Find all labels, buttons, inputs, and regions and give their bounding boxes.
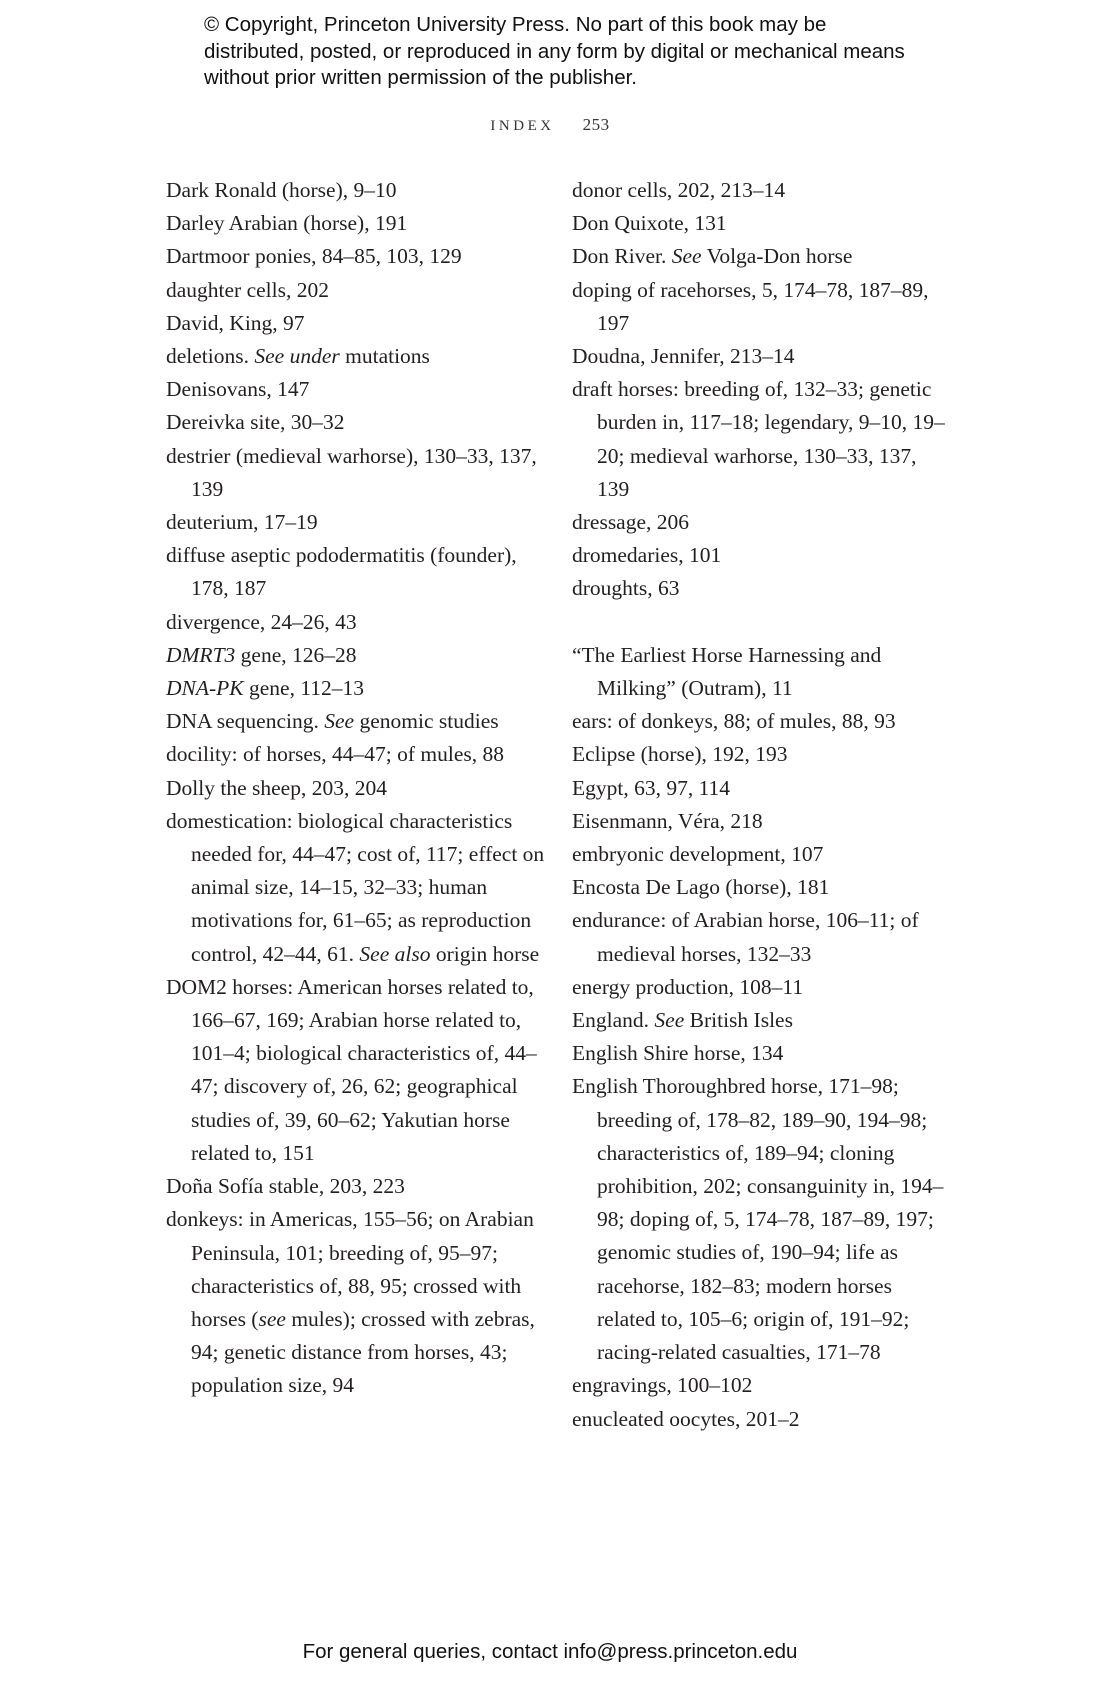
index-entry-text: Doudna, Jennifer, 213–14: [572, 344, 795, 369]
index-entry: [166, 1203, 546, 1402]
index-entry-italic-text: see: [258, 1306, 286, 1331]
index-entry: [166, 240, 546, 273]
index-entry-text: English Thoroughbred horse, 171–98; breeding of, 178–82, 189–90, 194–98; characteristics of, 189–94; cloning prohibition, 202; consanguinity in, 194–98; doping of, 5, 174–78, 187–89, 197; genomic studies of, 190–94; life as racehorse, 182–83; modern horses related to, 105–6; origin of, 191–92; racing-related casualties, 171–78: [572, 1074, 944, 1365]
index-entry: [572, 1037, 952, 1070]
index-column-left: [166, 174, 546, 1403]
index-entry: [166, 506, 546, 539]
index-entry-text: diffuse aseptic pododermatitis (founder), 178, 187: [166, 543, 517, 601]
index-entry-text: England.: [572, 1008, 655, 1033]
index-entry-italic-text: See under: [254, 344, 340, 369]
index-entry: [572, 1004, 952, 1037]
index-entry-italic-text: See: [324, 709, 355, 734]
index-entry-text: divergence, 24–26, 43: [166, 609, 357, 634]
index-entry: [572, 274, 952, 340]
index-entry: [166, 805, 546, 971]
index-entry-text: David, King, 97: [166, 310, 305, 335]
index-entry: [166, 274, 546, 307]
index-entry-text: Egypt, 63, 97, 114: [572, 775, 731, 800]
index-entry-text: Dartmoor ponies, 84–85, 103, 129: [166, 244, 462, 269]
index-entry-text: deletions.: [166, 344, 255, 369]
index-entry-text: Dereivka site, 30–32: [166, 410, 345, 435]
index-entry: [166, 971, 546, 1170]
index-entry: [572, 340, 952, 373]
index-entry: [572, 207, 952, 240]
index-entry: [572, 705, 952, 738]
index-entry: [166, 174, 546, 207]
index-entry: [166, 440, 546, 506]
running-head-title: INDEX: [490, 118, 555, 134]
index-entry: [166, 340, 546, 373]
index-entry: [572, 506, 952, 539]
index-entry-text: donor cells, 202, 213–14: [572, 178, 786, 202]
index-entry: [572, 639, 952, 705]
index-entry-text: “The Earliest Horse Harnessing and Milking” (Outram), 11: [572, 642, 882, 701]
running-head: [0, 115, 1100, 135]
index-entry-text: British Isles: [684, 1008, 793, 1033]
index-entry: [166, 539, 546, 605]
index-entry: [572, 373, 952, 506]
index-entry-text: embryonic development, 107: [572, 842, 824, 867]
index-entry-italic-text: See also: [359, 941, 431, 966]
index-entry-text: Darley Arabian (horse), 191: [166, 211, 408, 236]
index-entry-italic-text: See: [654, 1008, 685, 1033]
index-entry: [166, 738, 546, 771]
index-entry: [166, 307, 546, 340]
index-entry-text: enucleated oocytes, 201–2: [572, 1406, 800, 1431]
index-entry: [166, 772, 546, 805]
index-entry: [166, 207, 546, 240]
index-entry-text: destrier (medieval warhorse), 130–33, 137, 139: [166, 443, 537, 501]
index-entry: [572, 805, 952, 838]
index-entry-text: origin horse: [430, 941, 540, 966]
index-entry: [166, 639, 546, 672]
index-entry-text: droughts, 63: [572, 576, 680, 601]
index-entry-text: DNA sequencing.: [166, 709, 325, 734]
index-entry-text: doping of racehorses, 5, 174–78, 187–89, 197: [572, 277, 929, 335]
index-entry-text: Eisenmann, Véra, 218: [572, 808, 763, 833]
index-entry-text: mutations: [339, 344, 430, 369]
index-entry-italic-text: See: [671, 244, 702, 269]
index-entry-text: mules); crossed with zebras, 94; genetic distance from horses, 43; population size, 94: [191, 1306, 535, 1398]
index-entry-text: endurance: of Arabian horse, 106–11; of medieval horses, 132–33: [572, 908, 919, 966]
index-entry: [166, 672, 546, 705]
index-entry: [572, 1070, 952, 1369]
index-entry-text: ears: of donkeys, 88; of mules, 88, 93: [572, 709, 896, 734]
index-entry-text: dressage, 206: [572, 510, 690, 535]
index-column-right: [572, 174, 952, 1436]
page-number: 253: [582, 115, 610, 134]
index-entry-text: English Shire horse, 134: [572, 1041, 784, 1066]
index-entry-text: draft horses: breeding of, 132–33; genetic burden in, 117–18; legendary, 9–10, 19–20; medieval warhorse, 130–33, 137, 139: [572, 377, 945, 501]
index-entry: [166, 373, 546, 406]
index-entry-text: gene, 126–28: [235, 642, 357, 667]
index-entry-text: Dark Ronald (horse), 9–10: [166, 178, 397, 202]
footer-contact: For general queries, contact info@press.princeton.edu: [302, 1640, 798, 1663]
index-entry-text: Doña Sofía stable, 203, 223: [166, 1174, 405, 1199]
index-entry: [572, 838, 952, 871]
index-entry-text: engravings, 100–102: [572, 1373, 753, 1398]
index-entry: [572, 772, 952, 805]
index-entry: [572, 240, 952, 273]
index-entry-text: Encosta De Lago (horse), 181: [572, 875, 830, 900]
index-entry-text: genomic studies: [354, 709, 499, 734]
index-entry-text: Eclipse (horse), 192, 193: [572, 742, 788, 767]
index-entry-text: docility: of horses, 44–47; of mules, 88: [166, 742, 504, 767]
index-entry-text: Denisovans, 147: [166, 377, 310, 402]
index-entry: [572, 572, 952, 605]
index-entry-text: energy production, 108–11: [572, 974, 804, 999]
index-entry: [572, 904, 952, 970]
section-gap: [572, 606, 952, 639]
index-entry-text: DOM2 horses: American horses related to, 166–67, 169; Arabian horse related to, 101–4; biological characteristics of, 44–47; discovery of, 26, 62; geographical studies of, 39, 60–62; Yakutian horse related to, 151: [166, 974, 537, 1165]
index-entry-text: Dolly the sheep, 203, 204: [166, 775, 387, 800]
index-entry: [166, 1170, 546, 1203]
index-entry-italic-text: DNA-PK: [166, 676, 244, 701]
index-entry: [166, 606, 546, 639]
index-entry-text: gene, 112–13: [243, 676, 365, 701]
index-entry: [572, 871, 952, 904]
index-entry: [572, 539, 952, 572]
index-entry: [572, 971, 952, 1004]
index-entry-text: Don Quixote, 131: [572, 211, 727, 236]
index-entry: [166, 705, 546, 738]
index-entry-text: Don River.: [572, 244, 672, 269]
copyright-notice: © Copyright, Princeton University Press. No part of this book may be distributed, posted, or reproduced in any form by digital or mechanical means without prior written permission of the publisher.: [204, 13, 905, 89]
index-entry: [572, 738, 952, 771]
index-entry-text: Volga-Don horse: [701, 244, 853, 269]
index-entry: [166, 406, 546, 439]
index-entry: [572, 1369, 952, 1402]
index-entry-text: dromedaries, 101: [572, 543, 722, 568]
index-entry-text: deuterium, 17–19: [166, 510, 318, 535]
index-entry-text: domestication: biological characteristics needed for, 44–47; cost of, 117; effect on animal size, 14–15, 32–33; human motivations for, 61–65; as reproduction control, 42–44, 61.: [166, 808, 545, 966]
index-entry: [572, 1403, 952, 1436]
index-entry-text: daughter cells, 202: [166, 277, 329, 302]
index-entry-italic-text: DMRT3: [166, 642, 236, 667]
index-entry: [572, 174, 952, 207]
index-entry-text: donkeys: in Americas, 155–56; on Arabian Peninsula, 101; breeding of, 95–97; characteristics of, 88, 95; crossed with horses (: [166, 1207, 534, 1331]
